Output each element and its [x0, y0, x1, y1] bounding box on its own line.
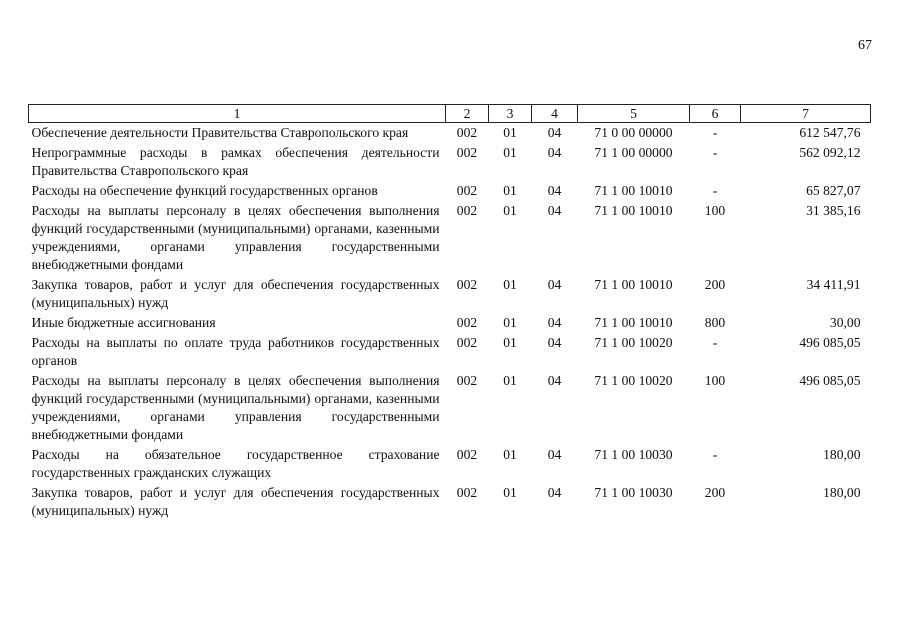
row-code-6: 200	[704, 485, 726, 500]
row-code-4: 04	[547, 485, 562, 500]
row-amount: 496 085,05	[799, 335, 861, 350]
row-code-2: 002	[456, 485, 478, 500]
page-number: 67	[858, 38, 872, 53]
row-name: Расходы на обеспечение функций государственных органов	[31, 183, 378, 198]
column-header-2: 2	[446, 105, 489, 123]
row-code-5: 71 1 00 10020	[594, 335, 673, 350]
table-row	[29, 445, 871, 483]
row-code-2: 002	[456, 183, 478, 198]
table-row	[29, 275, 871, 313]
row-code-5: 71 1 00 10030	[594, 447, 673, 462]
row-code-6: 100	[704, 373, 726, 388]
row-amount: 562 092,12	[799, 145, 861, 160]
row-code-4: 04	[547, 183, 562, 198]
row-name: Непрограммные расходы в рамках обеспечения деятельности Правительства Ставропольского края	[31, 145, 440, 178]
row-amount: 180,00	[823, 485, 861, 500]
row-amount: 30,00	[829, 315, 861, 330]
row-code-2: 002	[456, 125, 478, 140]
column-header-4: 4	[532, 105, 578, 123]
row-code-3: 01	[503, 183, 517, 198]
row-code-6: 200	[704, 277, 726, 292]
table-row	[29, 333, 871, 371]
row-code-2: 002	[456, 315, 478, 330]
row-code-4: 04	[547, 315, 562, 330]
row-code-5: 71 0 00 00000	[594, 125, 673, 140]
row-code-2: 002	[456, 335, 478, 350]
row-code-3: 01	[503, 125, 517, 140]
row-code-4: 04	[547, 335, 562, 350]
row-name: Закупка товаров, работ и услуг для обеспечения государственных (муниципальных) нужд	[31, 277, 440, 310]
column-header-1: 1	[29, 105, 446, 123]
row-code-4: 04	[547, 447, 562, 462]
row-code-3: 01	[503, 277, 517, 292]
table-row	[29, 181, 871, 201]
budget-table	[28, 104, 871, 521]
row-code-2: 002	[456, 373, 478, 388]
row-code-4: 04	[547, 277, 562, 292]
row-code-5: 71 1 00 10010	[594, 315, 673, 330]
row-name: Закупка товаров, работ и услуг для обеспечения государственных (муниципальных) нужд	[31, 485, 440, 518]
row-code-5: 71 1 00 10010	[594, 203, 673, 218]
table-row	[29, 483, 871, 521]
row-code-6: -	[712, 145, 718, 160]
row-code-4: 04	[547, 203, 562, 218]
row-code-2: 002	[456, 203, 478, 218]
row-amount: 180,00	[823, 447, 861, 462]
row-code-2: 002	[456, 447, 478, 462]
row-code-3: 01	[503, 335, 517, 350]
column-header-6: 6	[690, 105, 741, 123]
row-name: Расходы на обязательное государственное страхование государственных гражданских служащих	[31, 447, 440, 480]
row-code-4: 04	[547, 145, 562, 160]
row-code-5: 71 1 00 10010	[594, 277, 673, 292]
row-code-6: -	[712, 125, 718, 140]
row-code-5: 71 1 00 10020	[594, 373, 673, 388]
row-code-5: 71 1 00 00000	[594, 145, 673, 160]
row-code-3: 01	[503, 373, 517, 388]
row-code-6: -	[712, 335, 718, 350]
row-code-2: 002	[456, 277, 478, 292]
row-code-3: 01	[503, 315, 517, 330]
row-name: Расходы на выплаты по оплате труда работников государственных органов	[31, 335, 440, 368]
row-amount: 496 085,05	[799, 373, 861, 388]
row-amount: 65 827,07	[806, 183, 861, 198]
row-code-6: -	[712, 183, 718, 198]
row-code-3: 01	[503, 203, 517, 218]
table-header-row	[29, 105, 871, 123]
row-code-5: 71 1 00 10030	[594, 485, 673, 500]
row-code-4: 04	[547, 125, 562, 140]
row-name: Расходы на выплаты персоналу в целях обеспечения выполнения функций государственными (муниципальными) органами, казенными учреждениями, органами управления государственными внебюджетными фондами	[31, 373, 440, 442]
row-code-3: 01	[503, 447, 517, 462]
row-name: Расходы на выплаты персоналу в целях обеспечения выполнения функций государственными (муниципальными) органами, казенными учреждениями, органами управления государственными внебюджетными фондами	[31, 203, 440, 272]
row-code-3: 01	[503, 145, 517, 160]
row-amount: 34 411,91	[806, 277, 861, 292]
column-header-5: 5	[578, 105, 690, 123]
row-name: Обеспечение деятельности Правительства Ставропольского края	[31, 125, 409, 140]
column-header-3: 3	[489, 105, 532, 123]
row-amount: 612 547,76	[799, 125, 861, 140]
table-row	[29, 371, 871, 445]
row-code-4: 04	[547, 373, 562, 388]
row-name: Иные бюджетные ассигнования	[31, 315, 216, 330]
row-code-6: -	[712, 447, 718, 462]
row-code-3: 01	[503, 485, 517, 500]
row-code-6: 100	[704, 203, 726, 218]
column-header-7: 7	[741, 105, 871, 123]
row-code-6: 800	[704, 315, 726, 330]
row-amount: 31 385,16	[806, 203, 861, 218]
row-code-2: 002	[456, 145, 478, 160]
table-row	[29, 313, 871, 333]
table-row	[29, 201, 871, 275]
table-row	[29, 143, 871, 181]
row-code-5: 71 1 00 10010	[594, 183, 673, 198]
table-row	[29, 123, 871, 144]
